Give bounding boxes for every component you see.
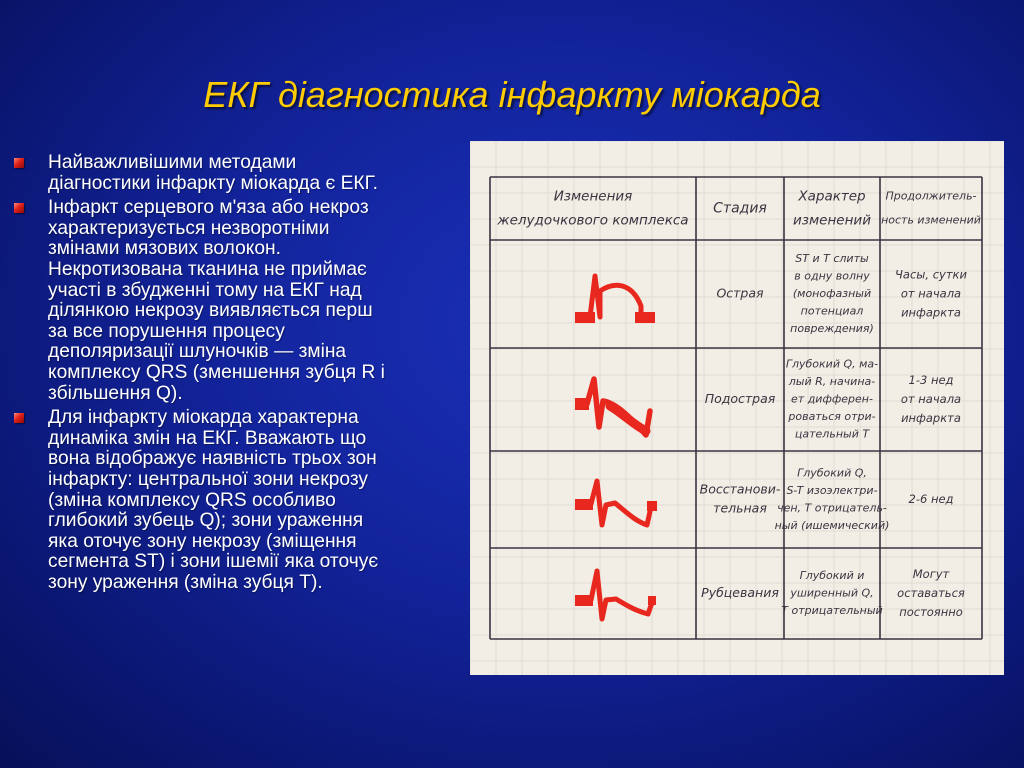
bullet-text: Інфаркт серцевого м'яза або некроз характеризується незворотніми змінами мязових волокон. Некротизована тканина не приймає участі в збудженні тому на ЕКГ над ділянкою некрозу виявляється перш за все порушення процесу деполяризації шлуночків — зміна комплексу QRS (зменшення зубця R і збільшення Q).	[48, 197, 385, 404]
changes-cell-text: лый R, начина-	[788, 375, 876, 388]
changes-cell-text: чен, Т отрицатель-	[777, 501, 887, 515]
stage-cell-text: Восстанови-	[699, 481, 781, 497]
header-cell-text: изменений	[793, 212, 871, 229]
duration-cell-text: Могут	[912, 567, 950, 581]
duration-cell-text: от начала	[900, 286, 962, 301]
ecg-table-figure	[470, 141, 1004, 675]
bullet-text: Для інфаркту міокарда характерна динаміка змін на ЕКГ. Вважають що вона відображує наявність трьох зон інфаркту: центральної зони некрозу (зміна комплексу QRS особливо глибокий зубець Q); зони ураження яка оточує зону некрозу (зміщення сегмента ST) і зони ішемії яка оточує зону ураження (зміна зубця T).	[48, 407, 379, 593]
changes-cell-text: Глубокий Q,	[797, 466, 867, 480]
changes-cell-text: уширенный Q,	[790, 586, 874, 600]
duration-cell-text: оставаться	[897, 586, 965, 600]
header-cell-text: Изменения	[553, 188, 633, 205]
changes-cell-text: потенциал	[800, 304, 864, 318]
bullet-text: Найважливішими методами діагностики інфаркту міокарда є ЕКГ.	[48, 152, 378, 194]
bullet-list	[14, 153, 466, 597]
changes-cell-text: Т отрицательный	[781, 604, 883, 617]
bullet-square-icon	[14, 413, 24, 423]
ecg-recovery-waveform	[591, 481, 651, 525]
changes-cell-text: ST и T слиты	[795, 252, 869, 265]
changes-cell-text: ный (ишемический)	[774, 518, 890, 532]
changes-cell-text: (монофазный	[792, 287, 872, 300]
duration-cell-text: инфаркта	[901, 411, 961, 425]
duration-cell-text: от начала	[900, 392, 962, 406]
duration-cell-text: инфаркта	[901, 305, 961, 320]
header-cell-text: Стадия	[713, 200, 767, 217]
stage-cell-text: тельная	[713, 500, 767, 516]
bullet-item	[14, 408, 466, 593]
duration-cell-text: 1-3 нед	[908, 373, 954, 387]
slide-title: ЕКГ діагностика інфаркту міокарда	[203, 74, 821, 115]
bullet-item	[14, 198, 466, 404]
changes-cell-text: роваться отри-	[788, 410, 876, 423]
ecg-baseline	[648, 596, 656, 605]
stage-cell-text: Рубцевания	[701, 585, 779, 600]
changes-cell-text: цательный T	[794, 427, 870, 441]
header-cell-text: ность изменений	[881, 213, 981, 227]
ecg-table-svg	[470, 141, 1004, 675]
duration-cell-text: постоянно	[899, 605, 963, 619]
duration-cell-text: Часы, сутки	[895, 267, 967, 282]
duration-cell-text: 2-6 нед	[908, 492, 954, 506]
header-cell-text: Продолжитель-	[885, 189, 977, 203]
bullet-item	[14, 153, 466, 194]
changes-cell-text: ет дифферен-	[791, 392, 873, 406]
changes-cell-text: в одну волну	[794, 269, 870, 283]
bullet-square-icon	[14, 203, 24, 213]
header-cell-text: Характер	[798, 188, 866, 205]
ecg-baseline	[635, 312, 655, 323]
changes-cell-text: S-T изоэлектри-	[786, 483, 878, 497]
changes-cell-text: Глубокий и	[799, 569, 865, 582]
stage-cell-text: Острая	[716, 285, 764, 301]
stage-cell-text: Подострая	[704, 391, 776, 406]
changes-cell-text: Глубокий Q, ма-	[785, 357, 879, 371]
bullet-square-icon	[14, 158, 24, 168]
changes-cell-text: повреждения)	[790, 322, 874, 335]
ecg-baseline	[647, 501, 657, 511]
header-cell-text: желудочкового комплекса	[497, 212, 689, 229]
